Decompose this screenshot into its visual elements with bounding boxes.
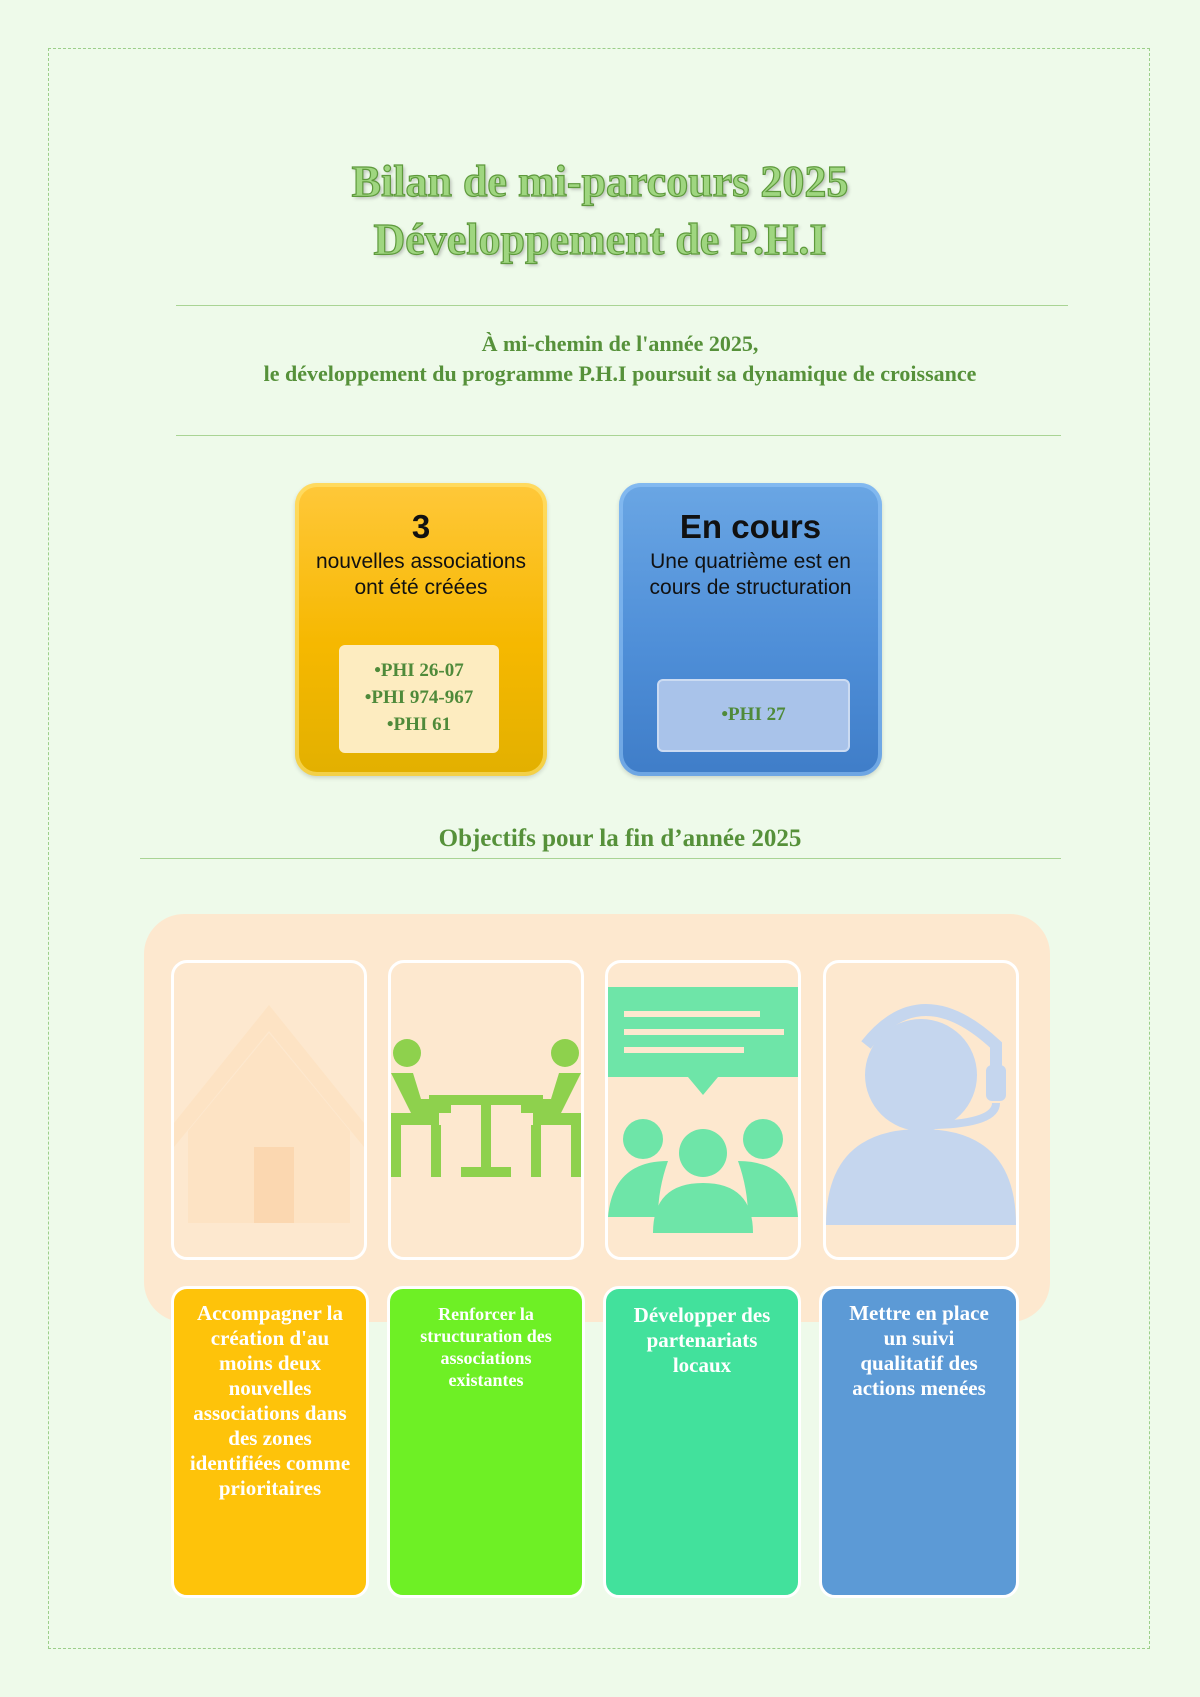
meeting-table-icon: [391, 963, 581, 1257]
objective-card-1: [171, 1286, 369, 1598]
card-new-associations: [295, 483, 547, 776]
intro-line1: À mi-chemin de l'année 2025,: [481, 331, 759, 356]
objective-text: Renforcer la structuration des associations existantes: [420, 1304, 552, 1390]
divider-top: [176, 305, 1068, 306]
card-ongoing-association: [619, 483, 882, 776]
house-icon: [174, 963, 364, 1257]
intro-line2: le développement du programme P.H.I poursuit sa dynamique de croissance: [263, 361, 977, 386]
list-item: •PHI 26-07: [374, 660, 464, 681]
list-item: •PHI 61: [386, 714, 452, 735]
headset-user-icon: [826, 963, 1016, 1257]
ongoing-list: [657, 679, 850, 752]
new-associations-text: nouvelles associations ont été créées: [315, 550, 527, 599]
objective-card-2: [387, 1286, 585, 1598]
list-item: •PHI 27: [721, 704, 786, 725]
objectives-heading: Objectifs pour la fin d’année 2025: [438, 825, 802, 852]
divider-objectives: [140, 858, 1061, 859]
tile-headset-user: [823, 960, 1019, 1260]
new-associations-list: [339, 645, 499, 753]
ongoing-text: Une quatrième est en cours de structuration: [649, 550, 852, 599]
divider-middle: [176, 435, 1061, 436]
tile-house: [171, 960, 367, 1260]
tile-meeting: [388, 960, 584, 1260]
objective-card-4: [819, 1286, 1019, 1598]
objective-text: Accompagner la création d'au moins deux nouvelles associations dans des zones identifiées comme prioritaires: [189, 1301, 351, 1500]
list-item: •PHI 974-967: [364, 687, 474, 708]
group-chat-icon: [608, 963, 798, 1257]
objective-text: Développer des partenariats locaux: [633, 1303, 771, 1377]
objective-text: Mettre en place un suivi qualitatif des actions menées: [849, 1301, 989, 1400]
page-title-line2: Développement de P.H.I: [373, 215, 827, 264]
ongoing-status: En cours: [679, 508, 822, 545]
page-title-line1: Bilan de mi-parcours 2025: [351, 157, 849, 206]
tile-group-chat: [605, 960, 801, 1260]
objective-card-3: [603, 1286, 801, 1598]
new-associations-count: 3: [411, 508, 431, 545]
